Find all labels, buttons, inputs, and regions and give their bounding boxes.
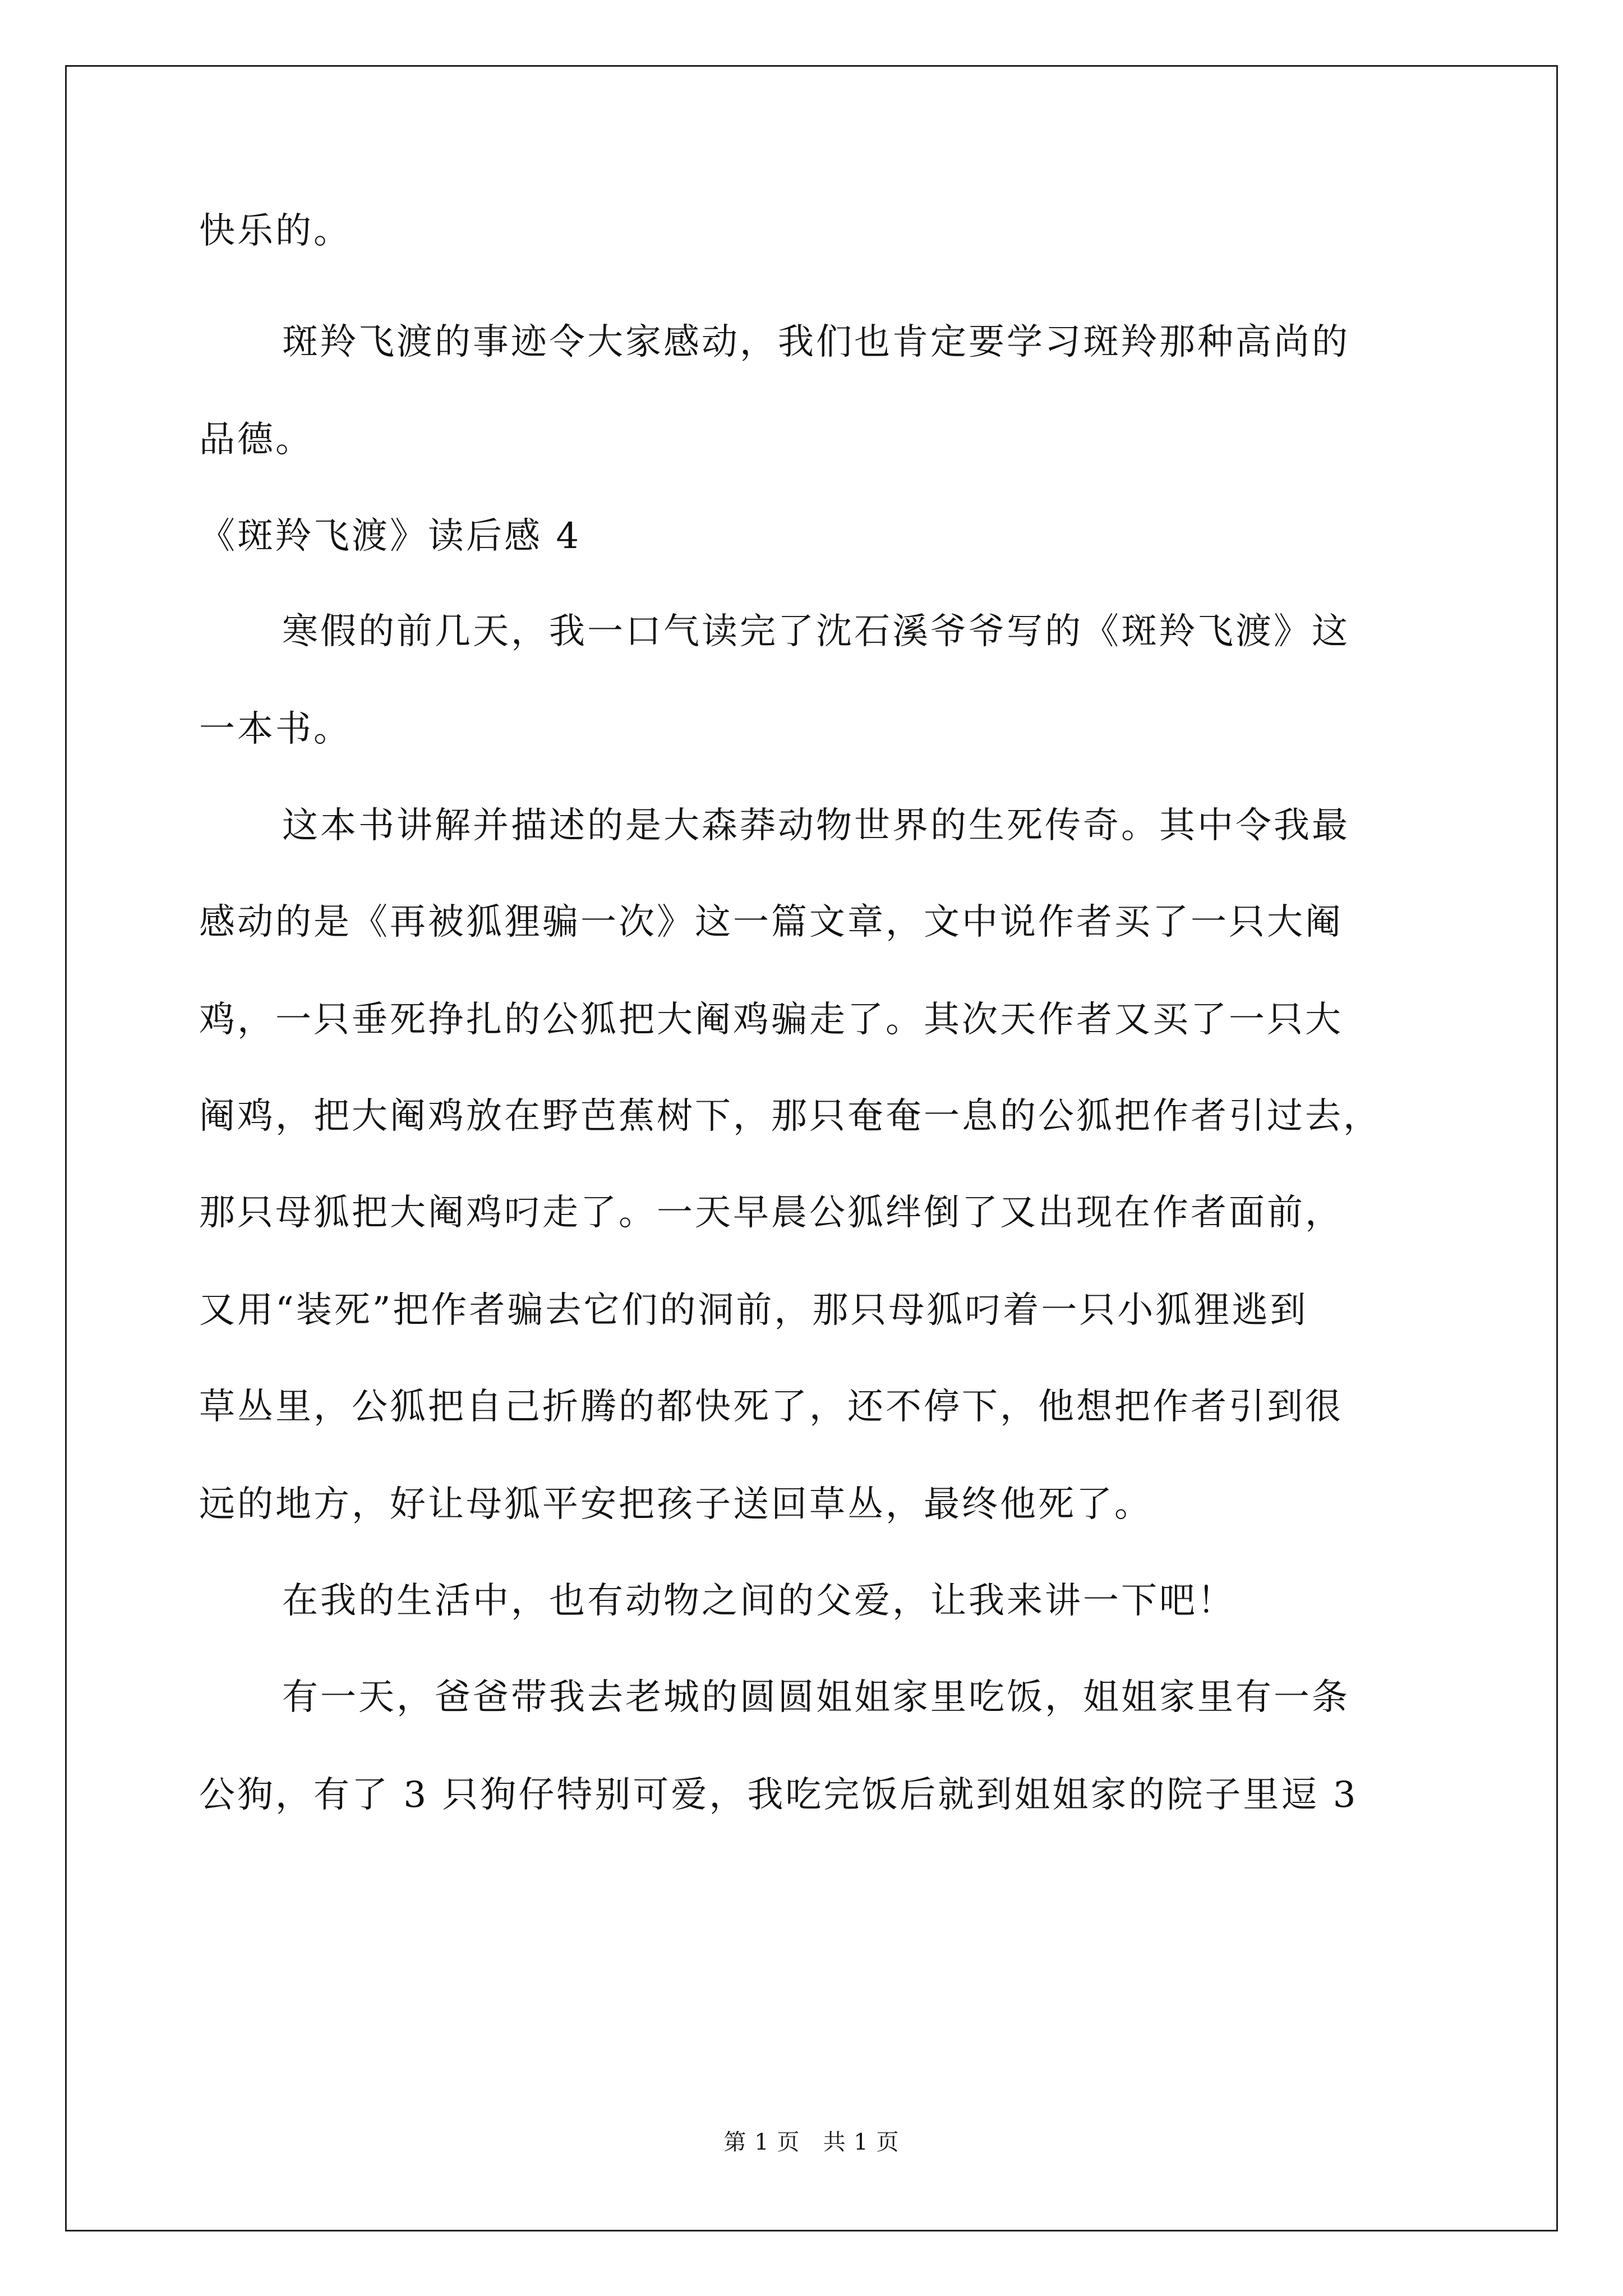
paragraph-start-line: 有一天，爸爸带我去老城的圆圆姐姐家里吃饭，姐姐家里有一条 bbox=[282, 1677, 1350, 1718]
text-line: 品德。 bbox=[199, 419, 313, 461]
paragraph-start-line: 在我的生活中，也有动物之间的父爱，让我来讲一下吧！ bbox=[282, 1580, 1235, 1622]
text-line: 那只母狐把大阉鸡叼走了。一天早晨公狐绊倒了又出现在作者面前， bbox=[199, 1192, 1343, 1234]
text-line: 快乐的。 bbox=[199, 210, 352, 252]
paragraph-start-line: 寒假的前几天，我一口气读完了沈石溪爷爷写的《斑羚飞渡》这 bbox=[282, 611, 1350, 652]
text-line: 又用“装死”把作者骗去它们的洞前，那只母狐叼着一只小狐狸逃到 bbox=[199, 1290, 1308, 1331]
text-line: 感动的是《再被狐狸骗一次》这一篇文章，文中说作者买了一只大阉 bbox=[199, 901, 1343, 943]
text-line: 鸡，一只垂死挣扎的公狐把大阉鸡骗走了。其次天作者又买了一只大 bbox=[199, 999, 1343, 1041]
text-line: 一本书。 bbox=[199, 708, 352, 750]
text-line: 草丛里，公狐把自己折腾的都快死了，还不停下，他想把作者引到很 bbox=[199, 1386, 1343, 1428]
section-heading: 《斑羚飞渡》读后感 4 bbox=[199, 516, 582, 557]
paragraph-start-line: 这本书讲解并描述的是大森莽动物世界的生死传奇。其中令我最 bbox=[282, 805, 1350, 846]
page-border bbox=[65, 65, 1558, 2231]
page-number-footer: 第 1 页 共 1 页 bbox=[723, 2129, 900, 2155]
paragraph-start-line: 斑羚飞渡的事迹令大家感动，我们也肯定要学习斑羚那种高尚的 bbox=[282, 321, 1350, 363]
text-line: 公狗，有了 3 只狗仔特别可爱，我吃完饭后就到姐姐家的院子里逗 3 bbox=[199, 1774, 1358, 1816]
text-line: 远的地方，好让母狐平安把孩子送回草丛，最终他死了。 bbox=[199, 1484, 1152, 1525]
text-line: 阉鸡，把大阉鸡放在野芭蕉树下，那只奄奄一息的公狐把作者引过去， bbox=[199, 1096, 1381, 1137]
